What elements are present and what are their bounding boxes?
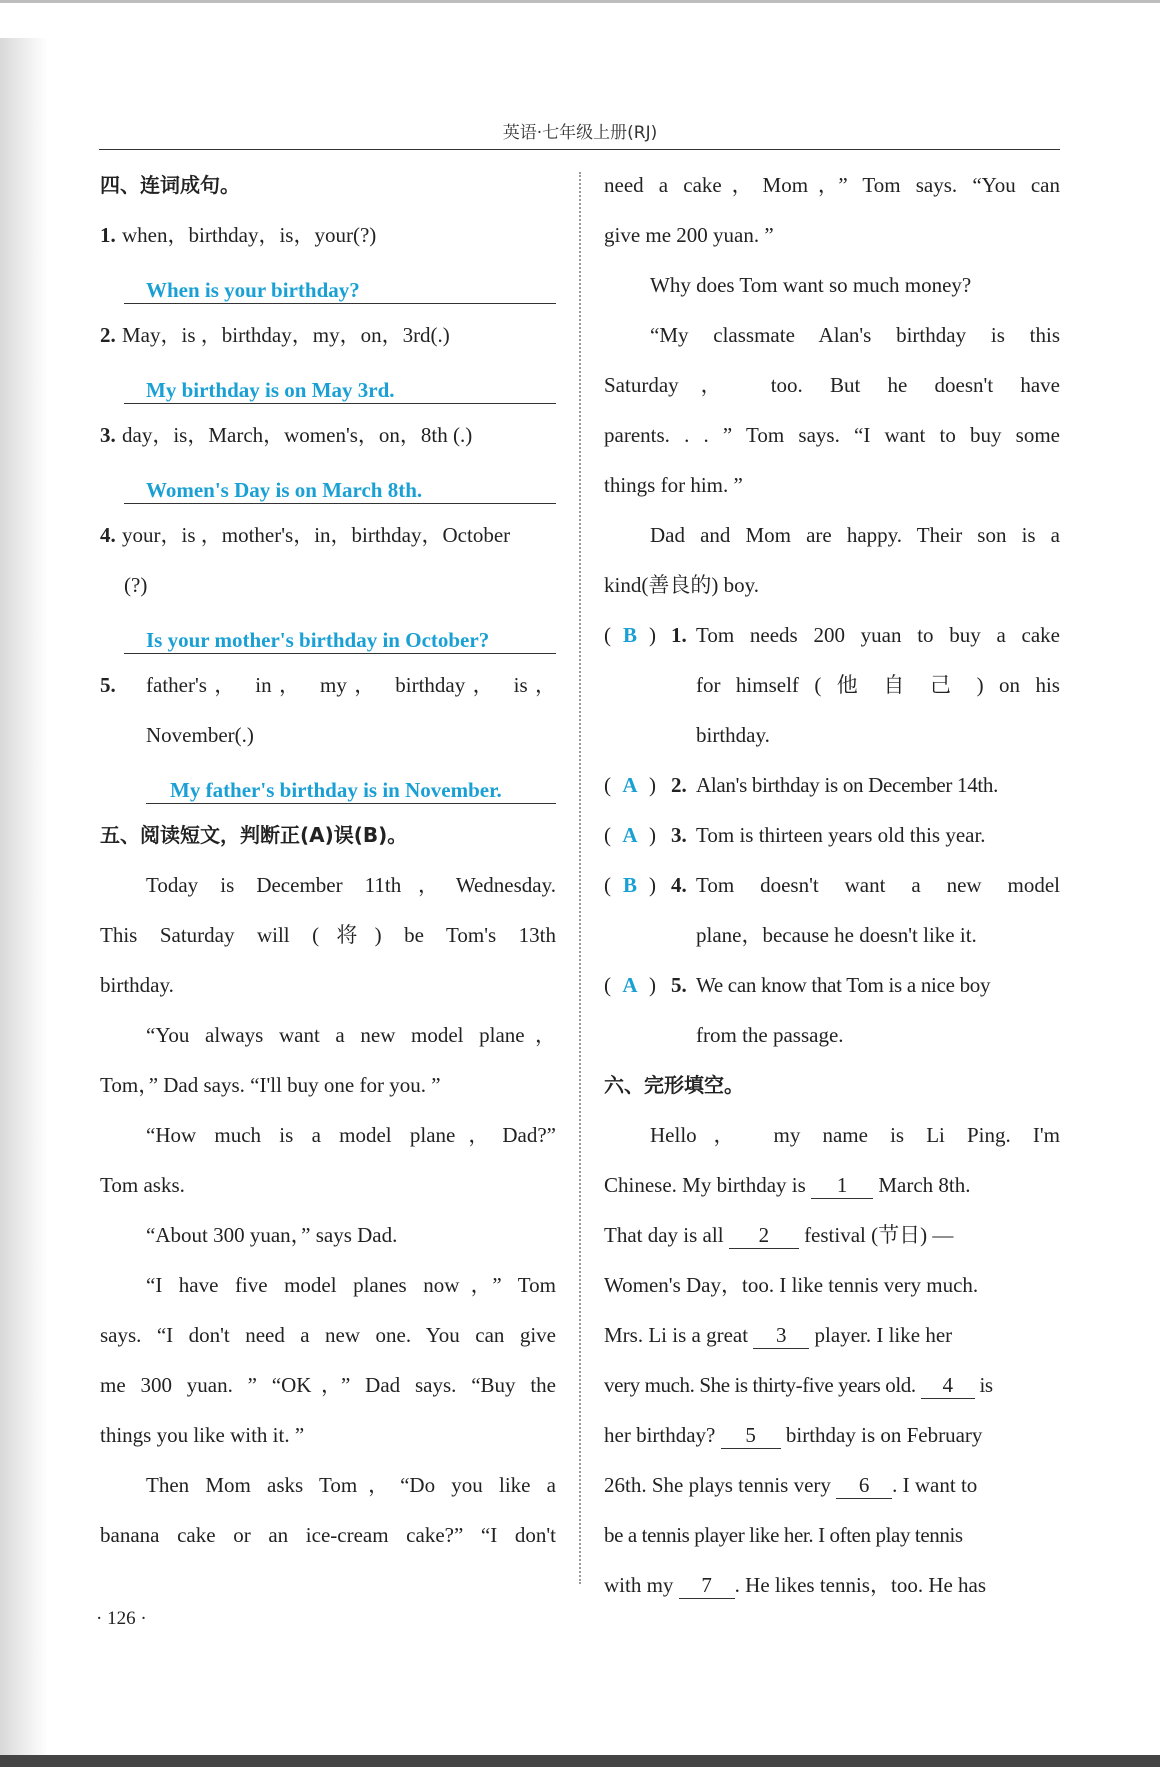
s4-item-5: 5. father's， in， my， birthday， is， (100, 673, 556, 697)
header-rule (99, 149, 1060, 150)
bottom-edge (0, 1755, 1160, 1767)
cloze-blank: 2 (729, 1222, 799, 1249)
left-column (100, 160, 556, 1560)
question-1-cont: birthday. (696, 723, 770, 747)
question-4-cont: plane，because he doesn't like it. (696, 923, 977, 947)
passage-line: Dad and Mom are happy. Their son is a (650, 523, 1060, 547)
s4-item-2: 2. May，is ，birthday，my，on，3rd(.) (100, 323, 450, 347)
s4-item-3: 3. day，is，March，women's，on，8th (.) (100, 423, 473, 447)
s4-answer-1: When is your birthday? (100, 260, 556, 310)
cloze-line: Women's Day，too. I like tennis very much. (604, 1273, 979, 1297)
cloze-blank: 7 (679, 1572, 735, 1599)
s4-item-4-cont: (?) (124, 573, 148, 597)
passage-line: Why does Tom want so much money? (650, 273, 972, 297)
passage-line: “About 300 yuan，” says Dad. (146, 1223, 398, 1247)
running-header: 英语·七年级上册(RJ) (502, 123, 658, 143)
cloze-line: very much. She is thirty-five years old. 4 is (604, 1373, 993, 1397)
answer-choice: A (622, 973, 638, 997)
column-divider (579, 172, 581, 1584)
page-binding-shadow (0, 38, 48, 1758)
cloze-line: Hello， my name is Li Ping. I'm (650, 1123, 1060, 1147)
passage-line: “How much is a model plane，Dad?” (146, 1123, 556, 1147)
passage-line: need a cake，Mom，” Tom says. “You can (604, 173, 1060, 197)
question-5: ( A ) 5. We can know that Tom is a nice boy (604, 960, 1060, 1010)
cloze-line: be a tennis player like her. I often play tennis (604, 1523, 963, 1547)
cloze-line: her birthday? 5 birthday is on February (604, 1423, 983, 1447)
passage-line: things you like with it. ” (100, 1423, 305, 1447)
question-1-cont: for himself ( 他 自 己 ) on his (696, 673, 1060, 697)
passage-line: Tom asks. (100, 1173, 185, 1197)
cloze-line: Mrs. Li is a great 3 player. I like her (604, 1323, 953, 1347)
answer-choice: B (622, 623, 637, 647)
section-4-title: 四、连词成句。 (100, 173, 240, 197)
cloze-blank: 3 (753, 1322, 809, 1349)
cloze-line: 26th. She plays tennis very 6 . I want to (604, 1473, 978, 1497)
passage-line: parents. . . ” Tom says. “I want to buy some (604, 423, 1060, 447)
s4-answer-4: Is your mother's birthday in October? (100, 610, 556, 660)
page-number: · 126 · (96, 1608, 147, 1629)
passage-line: says. “I don't need a new one. You can give (100, 1323, 556, 1347)
passage-line: kind(善良的) boy. (604, 573, 759, 597)
passage-line: “I have five model planes now，” Tom (146, 1273, 556, 1297)
question-2: ( A ) 2. Alan's birthday is on December 14th. (604, 760, 1060, 810)
answer-choice: A (622, 823, 638, 847)
passage-line: Today is December 11th，Wednesday. (146, 873, 556, 897)
cloze-blank: 4 (921, 1372, 975, 1399)
s4-item-5-cont: November(.) (146, 723, 254, 747)
right-column (604, 160, 1060, 1610)
question-5-cont: from the passage. (696, 1023, 844, 1047)
passage-line: things for him. ” (604, 473, 743, 497)
passage-line: birthday. (100, 973, 174, 997)
s4-item-1: 1. when，birthday，is，your(?) (100, 223, 377, 247)
passage-line: Saturday， too. But he doesn't have (604, 373, 1060, 397)
passage-line: Tom，” Dad says. “I'll buy one for you. ” (100, 1073, 441, 1097)
passage-line: banana cake or an ice-cream cake?” “I don't (100, 1523, 556, 1547)
cloze-line: Chinese. My birthday is 1 March 8th. (604, 1173, 971, 1197)
passage-line: me 300 yuan. ” “OK，” Dad says. “Buy the (100, 1373, 556, 1397)
s4-item-4: 4. your，is ，mother's，in，birthday，October (100, 523, 511, 547)
question-3: ( A ) 3. Tom is thirteen years old this year. (604, 810, 1060, 860)
passage-line: “My classmate Alan's birthday is this (650, 323, 1060, 347)
question-1: ( B ) 1. Tom needs 200 yuan to buy a cake (604, 610, 1060, 660)
cloze-line: with my 7 . He likes tennis，too. He has (604, 1573, 987, 1597)
passage-line: give me 200 yuan. ” (604, 223, 774, 247)
s4-answer-2: My birthday is on May 3rd. (100, 360, 556, 410)
passage-line: Then Mom asks Tom，“Do you like a (146, 1473, 556, 1497)
answer-choice: B (622, 873, 637, 897)
s4-answer-3: Women's Day is on March 8th. (100, 460, 556, 510)
question-4: ( B ) 4. Tom doesn't want a new model (604, 860, 1060, 910)
section-6-title: 六、完形填空。 (604, 1073, 744, 1097)
passage-line: This Saturday will (将) be Tom's 13th (100, 923, 556, 947)
cloze-blank: 5 (721, 1422, 781, 1449)
answer-choice: A (622, 773, 638, 797)
section-5-title: 五、阅读短文，判断正(A)误(B)。 (100, 823, 408, 847)
cloze-line: That day is all 2 festival (节日) — (604, 1223, 954, 1247)
s4-answer-5: My father's birthday is in November. (100, 760, 556, 810)
cloze-blank: 6 (836, 1472, 892, 1499)
cloze-blank: 1 (811, 1172, 873, 1199)
passage-line: “You always want a new model plane， (146, 1023, 556, 1047)
top-edge (0, 0, 1160, 3)
